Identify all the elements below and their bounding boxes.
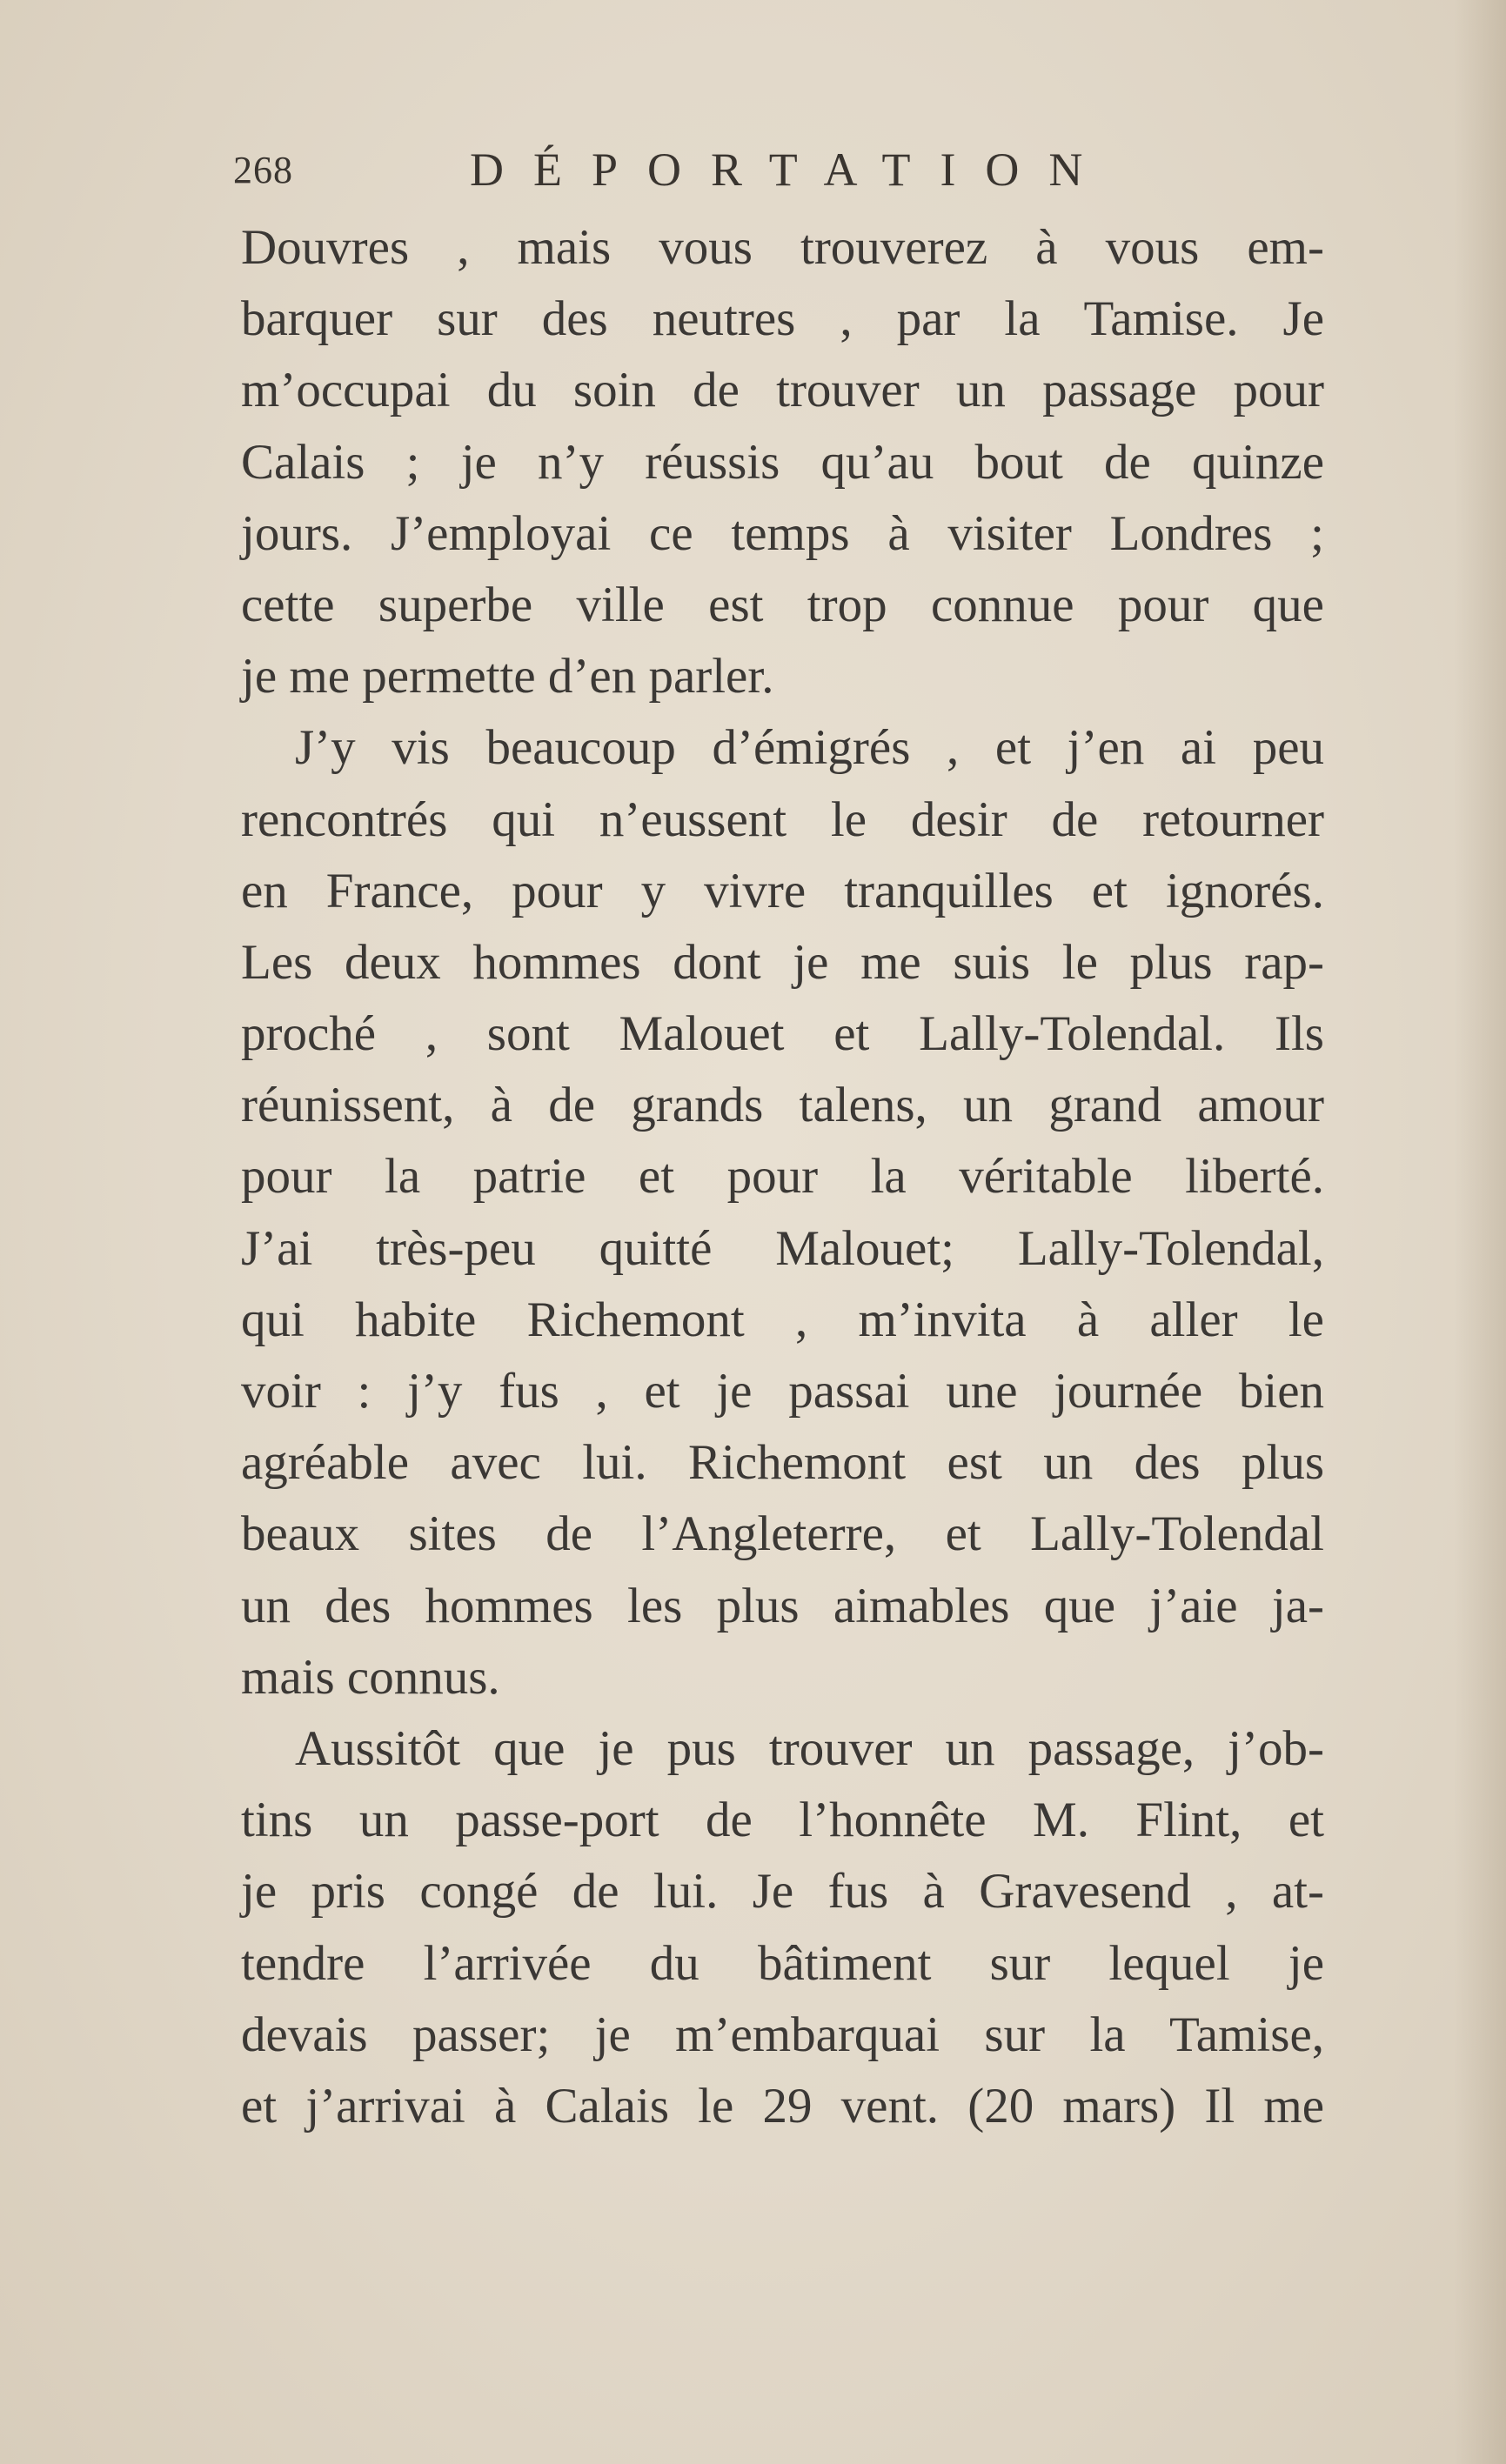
body-text <box>241 212 1324 2142</box>
text-line: Aussitôt que je pus trouver un passage, j’ob- <box>295 1720 1324 1776</box>
text-line: agréable avec lui. Richemont est un des plus <box>241 1435 1324 1491</box>
page-number: 268 <box>233 149 293 191</box>
text-line: mais connus. <box>241 1649 500 1705</box>
text-line: proché , sont Malouet et Lally-Tolendal. Ils <box>241 1006 1324 1062</box>
text-line: un des hommes les plus aimables que j’aie ja- <box>241 1578 1324 1633</box>
page-edge-shadow <box>1454 0 1506 2464</box>
text-line: J’ai très-peu quitté Malouet; Lally-Tolendal, <box>241 1220 1324 1276</box>
text-line: qui habite Richemont , m’invita à aller le <box>241 1292 1324 1347</box>
text-line: et j’arrivai à Calais le 29 vent. (20 mars) Il me <box>241 2078 1324 2133</box>
text-line: je me permette d’en parler. <box>241 649 774 704</box>
text-line: Les deux hommes dont je me suis le plus rap- <box>241 934 1324 990</box>
text-line: devais passer; je m’embarquai sur la Tamise, <box>241 2007 1324 2062</box>
text-line: tendre l’arrivée du bâtiment sur lequel je <box>241 1935 1324 1991</box>
text-line: J’y vis beaucoup d’émigrés , et j’en ai peu <box>295 720 1324 776</box>
text-line: voir : j’y fus , et je passai une journée bien <box>241 1364 1324 1419</box>
page-header <box>233 139 1329 200</box>
text-line: rencontrés qui n’eussent le desir de retourner <box>241 791 1324 847</box>
text-line: tins un passe-port de l’honnête M. Flint, et <box>241 1793 1324 1848</box>
running-head: DÉPORTATION <box>470 144 1113 196</box>
text-line: jours. J’employai ce temps à visiter Londres ; <box>241 505 1324 561</box>
text-line: Douvres , mais vous trouverez à vous em- <box>241 220 1324 275</box>
text-line: en France, pour y vivre tranquilles et ignorés. <box>241 863 1324 918</box>
text-line: cette superbe ville est trop connue pour que <box>241 577 1324 632</box>
text-line: Calais ; je n’y réussis qu’au bout de quinze <box>241 434 1324 490</box>
text-line: je pris congé de lui. Je fus à Gravesend , at- <box>241 1864 1324 1920</box>
text-line: barquer sur des neutres , par la Tamise. Je <box>241 291 1324 347</box>
text-line: m’occupai du soin de trouver un passage pour <box>241 363 1324 418</box>
text-line: pour la patrie et pour la véritable liberté. <box>241 1149 1324 1205</box>
text-line: réunissent, à de grands talens, un grand amour <box>241 1078 1324 1133</box>
text-line: beaux sites de l’Angleterre, et Lally-Tolendal <box>241 1506 1324 1562</box>
